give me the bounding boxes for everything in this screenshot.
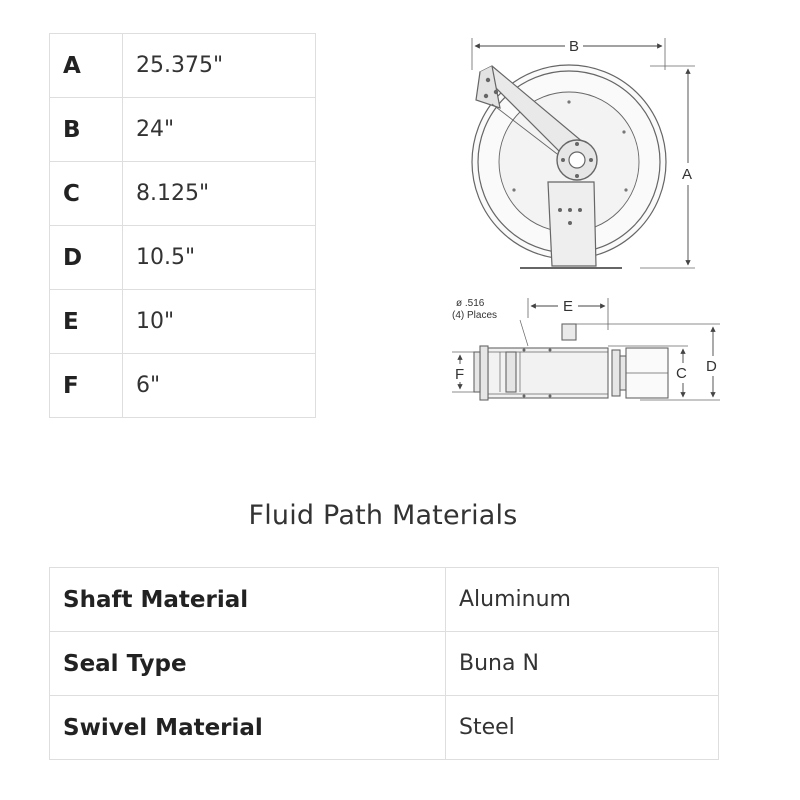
dimensions-table [49,33,316,418]
materials-table [49,567,719,760]
table-row [50,354,316,418]
dimension-key: E [50,290,123,354]
table-row [50,696,719,760]
hose-reel-diagram [440,30,740,420]
dimension-label-b: B [569,38,580,55]
dimension-label-c: C [676,365,687,382]
material-value: Steel [446,696,719,760]
dimension-label-d: D [706,358,717,375]
dimension-value: 24" [123,98,316,162]
dimension-label-a: A [682,166,693,183]
material-key: Seal Type [50,632,446,696]
dimension-value: 8.125" [123,162,316,226]
dimension-value: 10.5" [123,226,316,290]
dimension-key: D [50,226,123,290]
table-row [50,568,719,632]
dimension-value: 10" [123,290,316,354]
dimension-key: F [50,354,123,418]
dimension-value: 6" [123,354,316,418]
dimension-label-f: F [455,366,465,383]
material-value: Aluminum [446,568,719,632]
dimension-key: B [50,98,123,162]
reel-front-view [472,38,695,268]
dimension-key: C [50,162,123,226]
dimension-label-e: E [563,298,574,315]
table-row [50,632,719,696]
material-key: Swivel Material [50,696,446,760]
table-row [50,98,316,162]
dimension-key: A [50,34,123,98]
dimension-value: 25.375" [123,34,316,98]
material-key: Shaft Material [50,568,446,632]
section-title: Fluid Path Materials [248,500,518,531]
table-row [50,290,316,354]
table-row [50,226,316,290]
table-row [50,34,316,98]
hole-note-line1: ø .516 [456,298,485,309]
hole-note-line2: (4) Places [452,310,498,321]
material-value: Buna N [446,632,719,696]
table-row [50,162,316,226]
